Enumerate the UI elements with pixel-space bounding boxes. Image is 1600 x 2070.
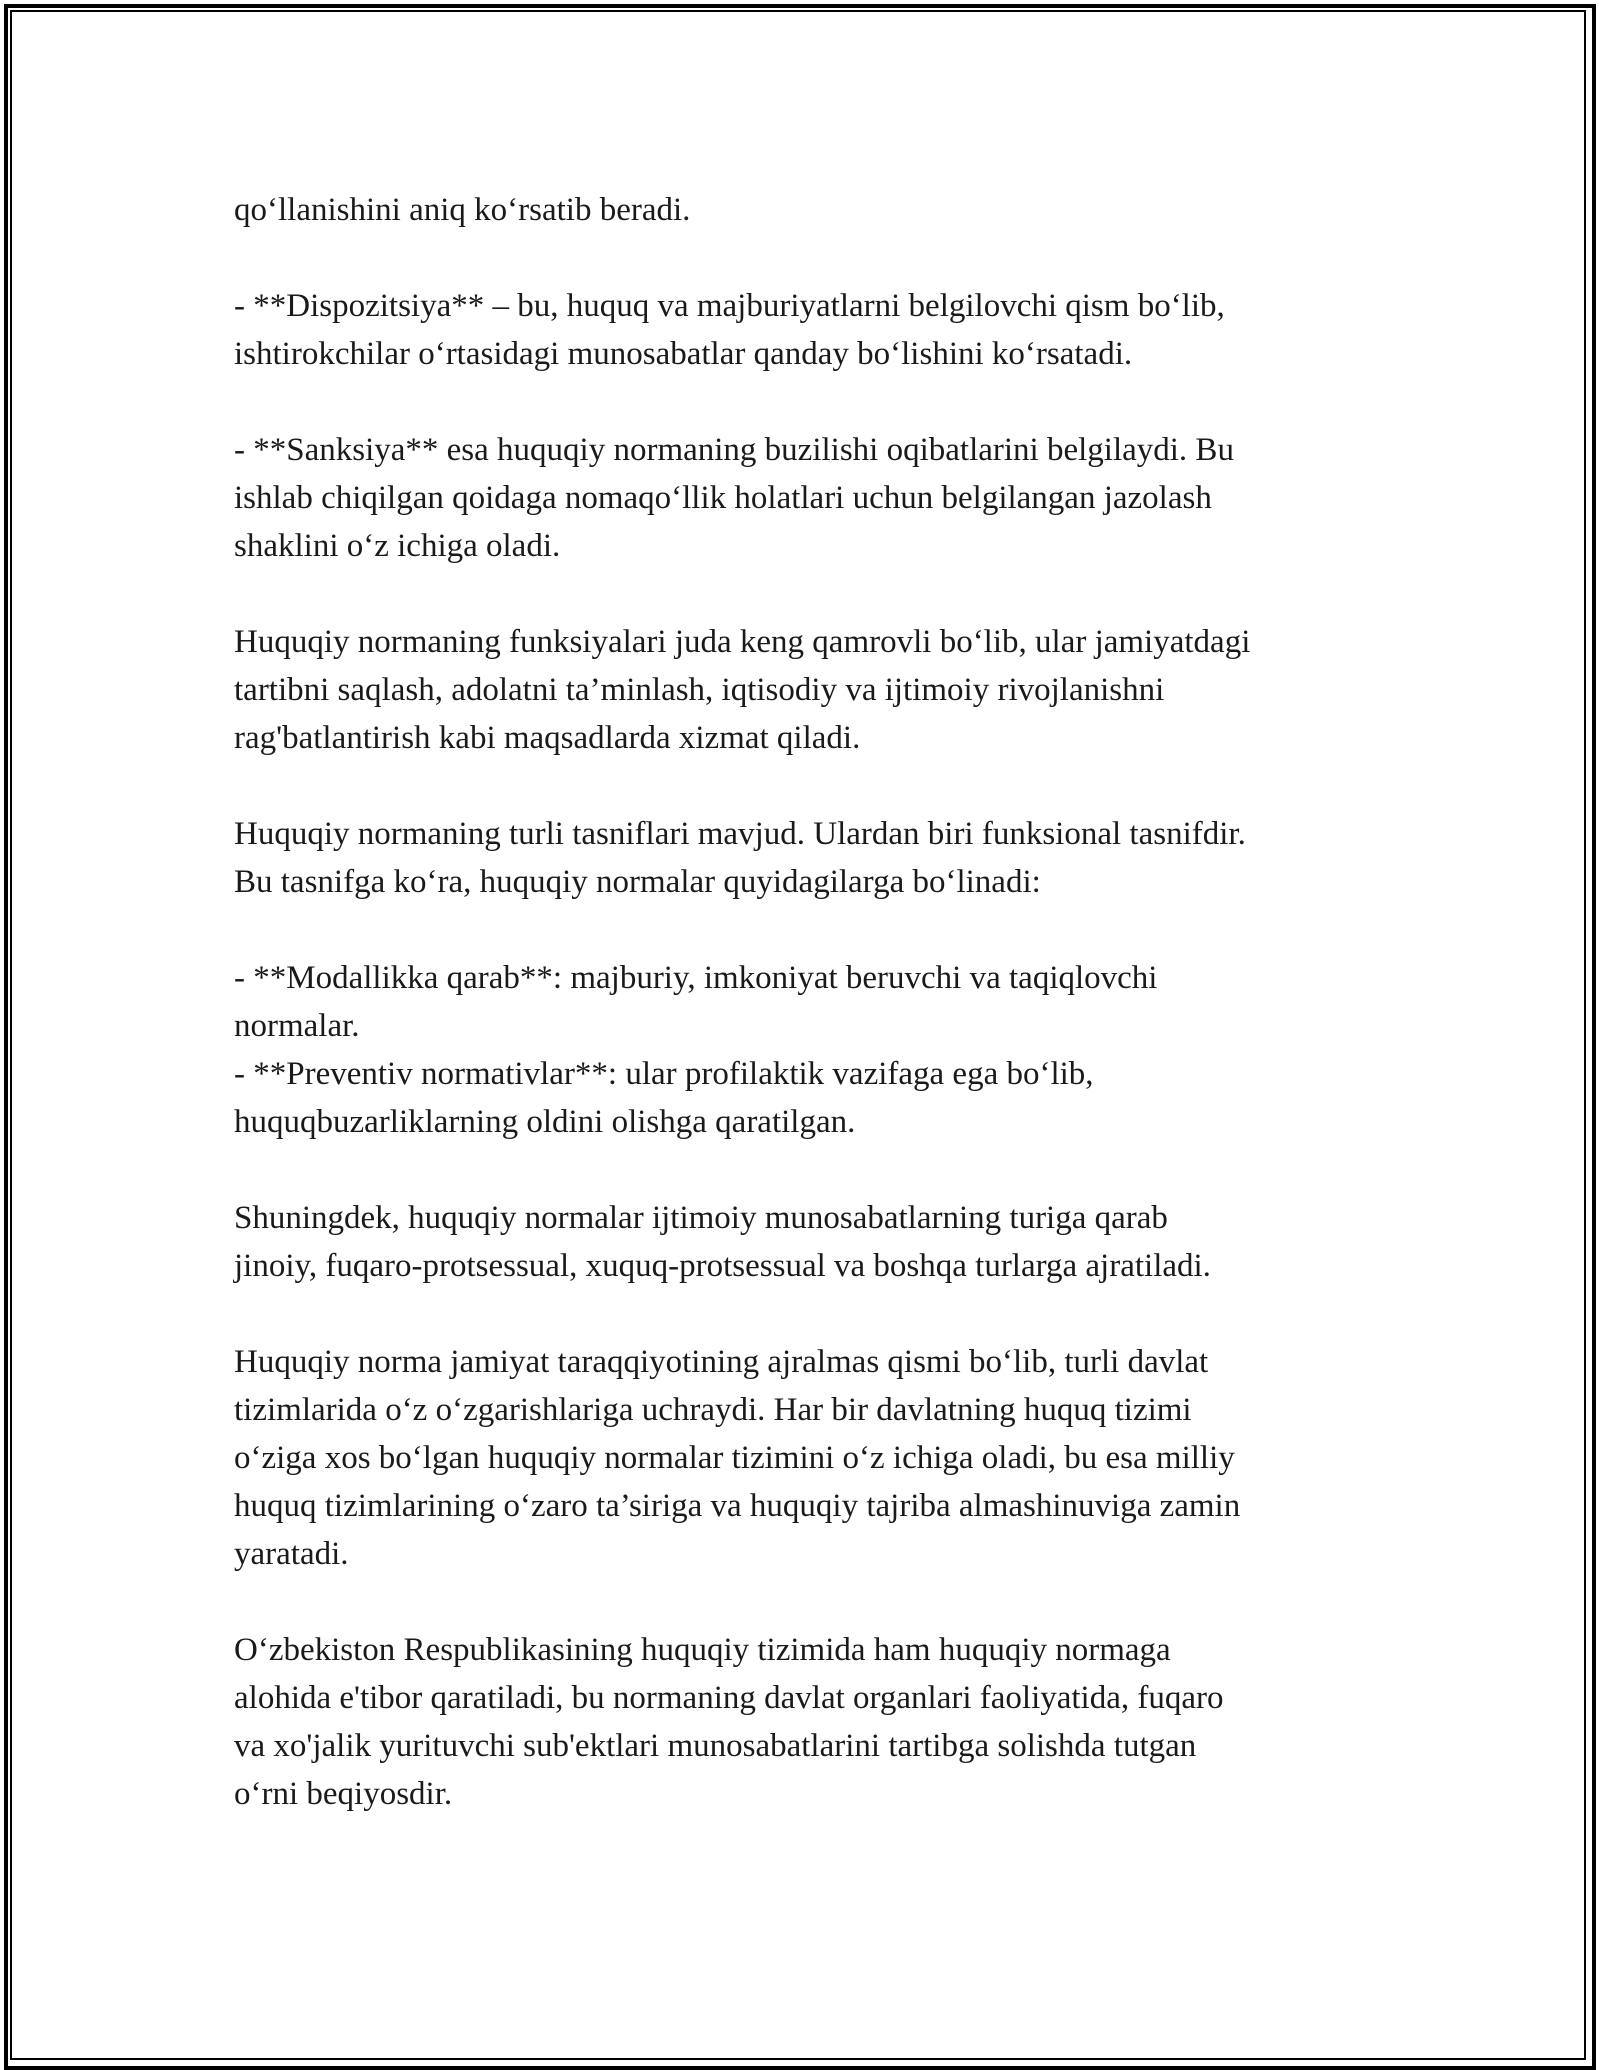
paragraph-funksiyalar xyxy=(234,618,1384,762)
text-line: jinoiy, fuqaro-protsessual, xuquq-protsessual va boshqa turlarga ajratiladi. xyxy=(234,1248,1211,1284)
paragraph-list xyxy=(234,954,1384,1146)
text-line: ishtirokchilar o‘rtasidagi munosabatlar qanday bo‘lishini ko‘rsatadi. xyxy=(234,336,1133,372)
text-line: tizimlarida o‘z o‘zgarishlariga uchraydi. Har bir davlatning huquq tizimi xyxy=(234,1392,1192,1428)
text-line: - **Preventiv normativlar**: ular profilaktik vazifaga ega bo‘lib, xyxy=(234,1056,1094,1092)
text-line: qo‘llanishini aniq ko‘rsatib beradi. xyxy=(234,192,691,228)
paragraph-sanksiya xyxy=(234,426,1384,570)
paragraph-tasniflar xyxy=(234,810,1384,906)
document-body xyxy=(234,186,1384,1866)
paragraph-shuningdek xyxy=(234,1194,1384,1290)
text-line: Shuningdek, huquqiy normalar ijtimoiy munosabatlarning turiga qarab xyxy=(234,1200,1168,1236)
text-line: Huquqiy norma jamiyat taraqqiyotining ajralmas qismi bo‘lib, turli davlat xyxy=(234,1344,1209,1380)
text-line: huquq tizimlarining o‘zaro ta’siriga va huquqiy tajriba almashinuviga zamin xyxy=(234,1488,1241,1524)
text-line: yaratadi. xyxy=(234,1536,349,1572)
text-line: normalar. xyxy=(234,1008,360,1044)
text-line: shaklini o‘z ichiga oladi. xyxy=(234,528,561,564)
paragraph xyxy=(234,186,1384,234)
text-line: rag'batlantirish kabi maqsadlarda xizmat qiladi. xyxy=(234,720,861,756)
text-line: tartibni saqlash, adolatni ta’minlash, iqtisodiy va ijtimoiy rivojlanishni xyxy=(234,672,1165,708)
text-line: O‘zbekiston Respublikasining huquqiy tizimida ham huquqiy normaga xyxy=(234,1632,1171,1668)
text-line: Huquqiy normaning turli tasniflari mavjud. Ulardan biri funksional tasnifdir. xyxy=(234,816,1246,852)
text-line: va xo'jalik yurituvchi sub'ektlari munosabatlarini tartibga solishda tutgan xyxy=(234,1728,1197,1764)
paragraph-dispozitsiya xyxy=(234,282,1384,378)
text-line: Bu tasnifga ko‘ra, huquqiy normalar quyidagilarga bo‘linadi: xyxy=(234,864,1041,900)
text-line: - **Dispozitsiya** – bu, huquq va majburiyatlarni belgilovchi qism bo‘lib, xyxy=(234,288,1225,324)
paragraph-ozbekiston xyxy=(234,1626,1384,1818)
text-line: o‘ziga xos bo‘lgan huquqiy normalar tizimini o‘z ichiga oladi, bu esa milliy xyxy=(234,1440,1235,1476)
text-line: alohida e'tibor qaratiladi, bu normaning davlat organlari faoliyatida, fuqaro xyxy=(234,1680,1224,1716)
text-line: - **Modallikka qarab**: majburiy, imkoniyat beruvchi va taqiqlovchi xyxy=(234,960,1158,996)
text-line: huquqbuzarliklarning oldini olishga qaratilgan. xyxy=(234,1104,856,1140)
text-line: ishlab chiqilgan qoidaga nomaqo‘llik holatlari uchun belgilangan jazolash xyxy=(234,480,1212,516)
text-line: - **Sanksiya** esa huquqiy normaning buzilishi oqibatlarini belgilaydi. Bu xyxy=(234,432,1234,468)
text-line: Huquqiy normaning funksiyalari juda keng qamrovli bo‘lib, ular jamiyatdagi xyxy=(234,624,1251,660)
text-line: o‘rni beqiyosdir. xyxy=(234,1776,453,1812)
paragraph-jamiyat xyxy=(234,1338,1384,1578)
